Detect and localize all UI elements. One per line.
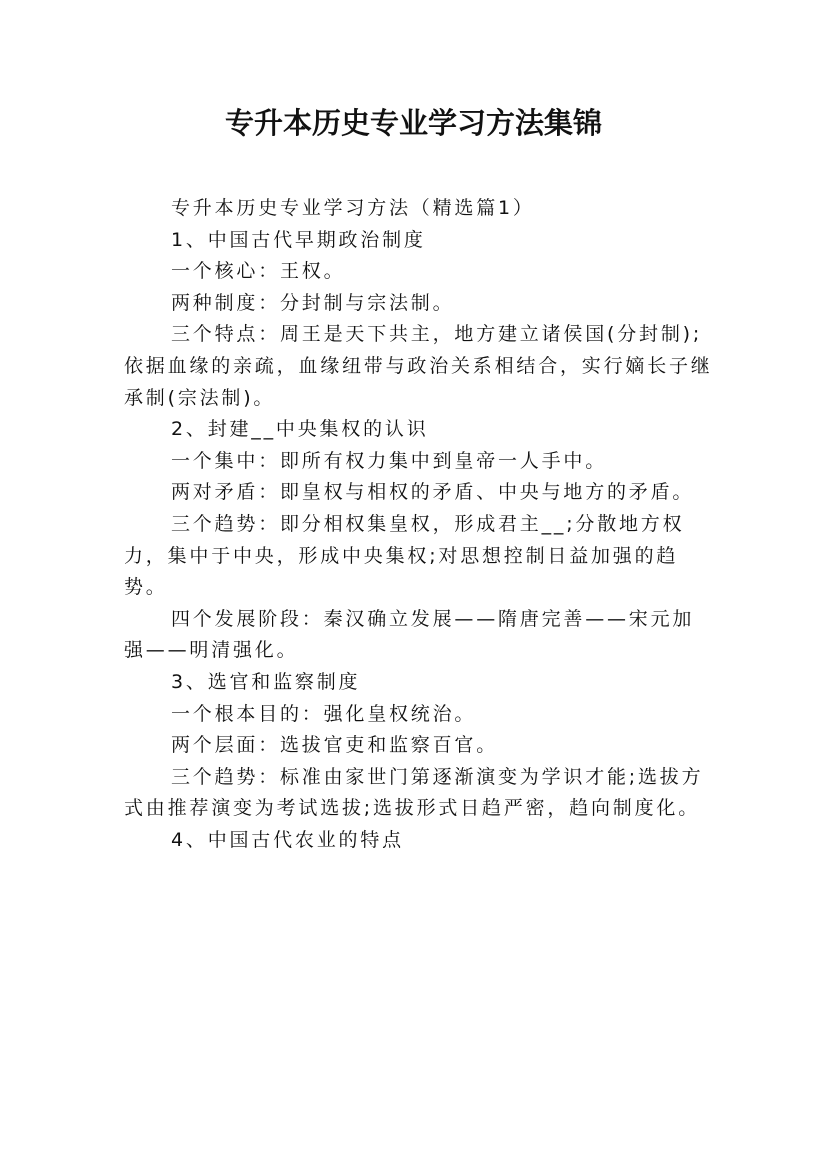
paragraph: 一个集中：即所有权力集中到皇帝一人手中。 (171, 449, 608, 472)
paragraph-heading-4: 4、中国古代农业的特点 (171, 828, 404, 851)
paragraph: 三个趋势：即分相权集皇权，形成君主__;分散地方权力，集中于中央，形成中央集权;对思想控制日益加强的趋势。 (124, 512, 685, 599)
paragraph: 两对矛盾：即皇权与相权的矛盾、中央与地方的矛盾。 (171, 481, 695, 504)
paragraph: 四个发展阶段：秦汉确立发展——隋唐完善——宋元加强——明清强化。 (124, 607, 695, 662)
document-title: 专升本历史专业学习方法集锦 (224, 106, 602, 140)
paragraph: 两个层面：选拔官吏和监察百官。 (171, 734, 499, 757)
document-body (124, 193, 714, 856)
paragraph-heading-1: 1、中国古代早期政治制度 (171, 228, 426, 251)
paragraph: 一个核心：王权。 (171, 260, 346, 283)
paragraph: 一个根本目的：强化皇权统治。 (171, 702, 477, 725)
paragraph-section-heading: 专升本历史专业学习方法（精选篇1） (171, 197, 535, 219)
paragraph-heading-2: 2、封建__中央集权的认识 (171, 418, 429, 441)
paragraph-heading-3: 3、选官和监察制度 (171, 670, 361, 693)
paragraph: 三个趋势：标准由家世门第逐渐演变为学识才能;选拔方式由推荐演变为考试选拔;选拔形式日趋严密，趋向制度化。 (124, 765, 704, 820)
paragraph: 三个特点：周王是天下共主，地方建立诸侯国(分封制);依据血缘的亲疏，血缘纽带与政治关系相结合，实行嫡长子继承制(宗法制)。 (124, 323, 713, 409)
paragraph: 两种制度：分封制与宗法制。 (171, 291, 455, 314)
